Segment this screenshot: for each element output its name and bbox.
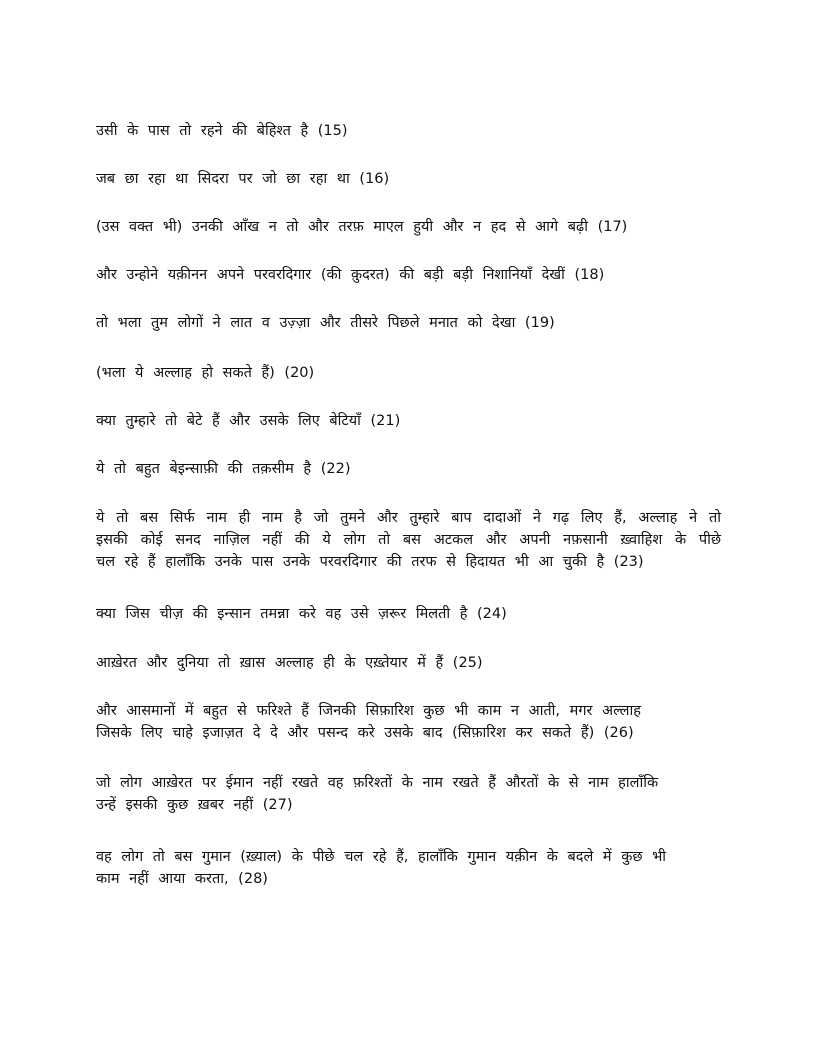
verse-line: उन्हें इसकी कुछ ख़बर नहीं (27)	[96, 797, 293, 813]
verse-27	[96, 772, 721, 816]
verse-line: जिसके लिए चाहे इजाज़त दे दे और पसन्द करे उसके बाद (सिफ़ारिश कर सकते हैं) (26)	[96, 725, 634, 741]
verse-22	[96, 458, 721, 480]
verse-line: जो लोग आख़ेरत पर ईमान नहीं रखते वह फ़रिश्तों के नाम रखते हैं औरतों के से नाम हालाँकि	[96, 775, 659, 791]
verse-20	[96, 362, 721, 384]
verse-line: काम नहीं आया करता, (28)	[96, 871, 268, 887]
verse-line: उसी के पास तो रहने की बेहिश्त है (15)	[96, 123, 348, 139]
verse-line: क्या जिस चीज़ की इन्सान तमन्ना करे वह उसे ज़रूर मिलती है (24)	[96, 606, 507, 622]
verse-line: ये तो बहुत बेइन्साफ़ी की तक़सीम है (22)	[96, 461, 351, 477]
verse-line: और आसमानों में बहुत से फरिश्ते हैं जिनकी सिफ़ारिश कुछ भी काम न आती, मगर अल्लाह	[96, 703, 641, 719]
verse-line: इसकी कोई सनद नाज़िल नहीं की ये लोग तो बस अटकल और अपनी नफ़सानी ख़्वाहिश के पीछे	[96, 532, 721, 548]
verse-18	[96, 264, 721, 286]
verse-28	[96, 846, 721, 890]
verse-15	[96, 120, 721, 142]
verse-line: तो भला तुम लोगों ने लात व उज़्ज़ा और तीसरे पिछले मनात को देखा (19)	[96, 315, 555, 331]
verse-17	[96, 216, 721, 238]
verse-line: और उन्होने यक़ीनन अपने परवरदिगार (की क़ुदरत) की बड़ी बड़ी निशानियाँ देखीं (18)	[96, 267, 605, 283]
verse-line: (भला ये अल्लाह हो सकते हैं) (20)	[96, 365, 315, 381]
verse-19	[96, 312, 721, 334]
verse-21	[96, 410, 721, 432]
verse-25	[96, 652, 721, 674]
verse-line: आख़ेरत और दुनिया तो ख़ास अल्लाह ही के एख़्तेयार में हैं (25)	[96, 655, 483, 671]
verse-16	[96, 168, 721, 190]
verse-line: जब छा रहा था सिदरा पर जो छा रहा था (16)	[96, 171, 390, 187]
verse-line: ये तो बस सिर्फ नाम ही नाम है जो तुमने और तुम्हारे बाप दादाओं ने गढ़ लिए हैं, अल्लाह ने तो	[96, 510, 721, 526]
verse-23	[96, 507, 721, 573]
verse-line: वह लोग तो बस गुमान (ख़्याल) के पीछे चल रहे हैं, हालाँकि गुमान यक़ीन के बदले में कुछ भी	[96, 849, 667, 865]
verse-line: (उस वक्त भी) उनकी आँख न तो और तरफ़ माएल हुयी और न हद से आगे बढ़ी (17)	[96, 219, 628, 235]
verse-24	[96, 603, 721, 625]
verse-26	[96, 700, 721, 744]
verse-line: क्या तुम्हारे तो बेटे हैं और उसके लिए बेटियाँ (21)	[96, 413, 401, 429]
verse-line: चल रहे हैं हालाँकि उनके पास उनके परवरदिगार की तरफ से हिदायत भी आ चुकी है (23)	[96, 554, 644, 570]
